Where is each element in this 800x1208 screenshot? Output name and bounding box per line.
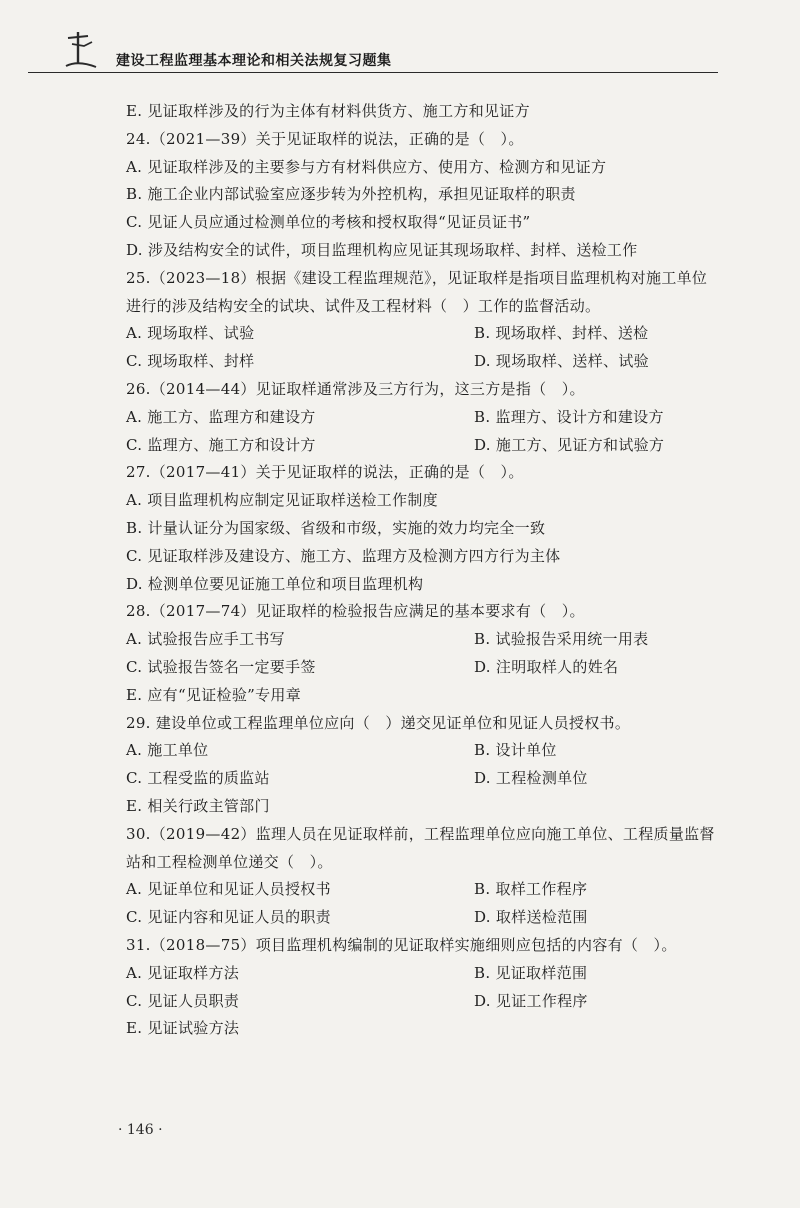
option-line: A. 见证单位和见证人员授权书: [126, 880, 331, 899]
option-line: B. 见证取样范围: [474, 963, 588, 982]
option-line: D. 现场取样、送样、试验: [474, 352, 649, 371]
option-line: B. 试验报告采用统一用表: [474, 630, 649, 649]
question-stem: 30.（2019—42）监理人员在见证取样前，工程监理单位应向施工单位、工程质量监督站和工程检测单位递交（ ）。: [126, 824, 715, 871]
question-stem: 28.（2017—74）见证取样的检验报告应满足的基本要求有（ ）。: [126, 602, 585, 621]
question-stem: 25.（2023—18）根据《建设工程监理规范》，见证取样是指项目监理机构对施工单位进行的涉及结构安全的试块、试件及工程材料（ ）工作的监督活动。: [126, 268, 708, 315]
option-line: C. 见证人员应通过检测单位的考核和授权取得“见证员证书”: [126, 213, 531, 232]
option-line: D. 注明取样人的姓名: [474, 657, 619, 676]
page-header: [28, 34, 718, 74]
option-row: [126, 876, 722, 904]
option-line: A. 试验报告应手工书写: [126, 630, 285, 649]
option-line: E. 相关行政主管部门: [126, 796, 270, 815]
option-row: [126, 320, 722, 348]
option-line: B. 施工企业内部试验室应逐步转为外控机构，承担见证取样的职责: [126, 185, 576, 204]
option-line: B. 计量认证分为国家级、省级和市级，实施的效力均完全一致: [126, 518, 546, 537]
option-line: A. 施工单位: [126, 741, 209, 760]
option-line: A. 见证取样涉及的主要参与方有材料供应方、使用方、检测方和见证方: [126, 157, 607, 176]
option-line: A. 项目监理机构应制定见证取样送检工作制度: [126, 491, 438, 510]
option-line: B. 取样工作程序: [474, 880, 588, 899]
option-row: [126, 348, 722, 376]
page-number: · 146 ·: [118, 1122, 163, 1138]
option-line: E. 见证试验方法: [126, 1019, 240, 1038]
option-row: [126, 626, 722, 654]
option-line: D. 涉及结构安全的试件，项目监理机构应见证其现场取样、封样、送检工作: [126, 240, 638, 259]
option-row: [126, 904, 722, 932]
option-line: A. 现场取样、试验: [126, 324, 255, 343]
option-line: B. 现场取样、封样、送检: [474, 324, 649, 343]
question-stem: 31.（2018—75）项目监理机构编制的见证取样实施细则应包括的内容有（ ）。: [126, 935, 677, 954]
option-row: [126, 765, 722, 793]
option-line: C. 监理方、施工方和设计方: [126, 435, 316, 454]
option-line: D. 工程检测单位: [474, 769, 588, 788]
option-line: C. 见证取样涉及建设方、施工方、监理方及检测方四方行为主体: [126, 546, 561, 565]
option-line: E. 见证取样涉及的行为主体有材料供货方、施工方和见证方: [126, 102, 530, 120]
option-line: D. 检测单位要见证施工单位和项目监理机构: [126, 574, 424, 593]
option-row: [126, 737, 722, 765]
option-row: [126, 404, 722, 432]
option-line: D. 施工方、见证方和试验方: [474, 435, 665, 454]
header-rule: [28, 72, 718, 73]
option-line: A. 施工方、监理方和建设方: [126, 407, 316, 426]
question-stem: 26.（2014—44）见证取样通常涉及三方行为，这三方是指（ ）。: [126, 379, 585, 398]
questions-content: [126, 98, 722, 1043]
option-row: [126, 960, 722, 988]
option-line: C. 现场取样、封样: [126, 352, 255, 371]
question-stem: 24.（2021—39）关于见证取样的说法，正确的是（ ）。: [126, 129, 524, 148]
option-row: [126, 988, 722, 1016]
book-title: 建设工程监理基本理论和相关法规复习题集: [116, 53, 392, 69]
question-stem: 27.（2017—41）关于见证取样的说法，正确的是（ ）。: [126, 463, 524, 482]
option-line: D. 取样送检范围: [474, 908, 588, 927]
option-line: C. 见证人员职责: [126, 991, 240, 1010]
option-line: B. 监理方、设计方和建设方: [474, 407, 664, 426]
option-line: D. 见证工作程序: [474, 991, 588, 1010]
option-line: C. 试验报告签名一定要手签: [126, 657, 316, 676]
signpost-logo-icon: [64, 30, 98, 70]
option-line: C. 工程受监的质监站: [126, 769, 270, 788]
option-line: E. 应有“见证检验”专用章: [126, 685, 302, 704]
option-line: C. 见证内容和见证人员的职责: [126, 908, 331, 927]
option-line: B. 设计单位: [474, 741, 557, 760]
option-line: A. 见证取样方法: [126, 963, 240, 982]
option-row: [126, 654, 722, 682]
question-stem: 29. 建设单位或工程监理单位应向（ ）递交见证单位和见证人员授权书。: [126, 713, 631, 732]
option-row: [126, 432, 722, 460]
